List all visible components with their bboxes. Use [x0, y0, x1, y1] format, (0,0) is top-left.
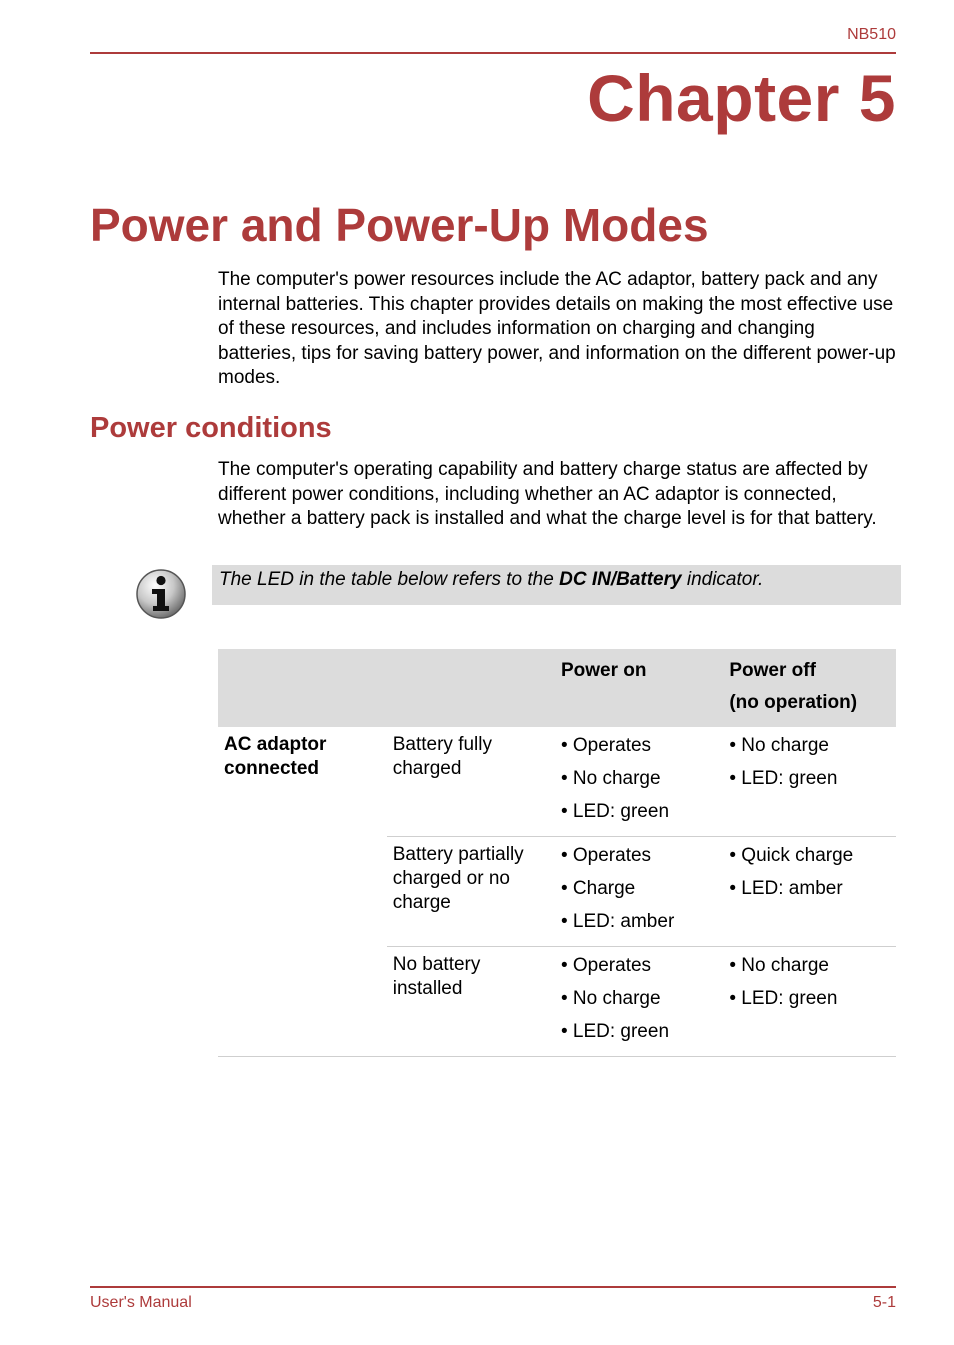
list-item: • LED: green: [560, 1021, 670, 1042]
condition-cell: Battery fully charged: [387, 727, 555, 837]
info-icon: [135, 568, 187, 620]
page-number: 5-1: [872, 1294, 896, 1311]
chapter-label: Chapter 5: [587, 61, 896, 135]
list-item: • LED: green: [729, 768, 838, 789]
list-item: • LED: amber: [560, 911, 675, 932]
note-text-before: The LED in the table below refers to the: [219, 569, 560, 590]
list-item: • No charge: [560, 768, 661, 789]
list-item: • LED: green: [560, 801, 670, 822]
table-row: [218, 727, 896, 837]
note-text-after: indicator.: [681, 569, 764, 590]
note-text-bold: DC IN/Battery: [559, 569, 682, 590]
power-on-cell: [555, 727, 723, 837]
footer-manual-label: User's Manual: [90, 1294, 192, 1311]
list-item: • LED: green: [729, 988, 838, 1009]
condition-cell: No battery installed: [387, 947, 555, 1057]
list-item: • Quick charge: [729, 845, 854, 866]
intro-paragraph: The computer's power resources include the AC adaptor, battery pack and any internal batteries. This chapter provides details on making the most effective use of these resources, and includes information on charging and changing batteries, tips for saving battery power, and information on the different power-up modes.: [218, 269, 896, 388]
power-off-cell: [723, 947, 896, 1057]
group-label: AC adaptor connected: [218, 727, 387, 1057]
list-item: • Operates: [560, 735, 652, 756]
list-item: • LED: amber: [729, 878, 843, 899]
list-item: • Charge: [560, 878, 636, 899]
header-rule: [90, 52, 896, 54]
list-item: • No charge: [560, 988, 661, 1009]
list-item: • Operates: [560, 955, 652, 976]
table-header-blank-2: [387, 649, 555, 727]
list-item: • No charge: [729, 735, 829, 756]
power-conditions-table: [218, 649, 896, 1057]
page-title: Power and Power-Up Modes: [90, 199, 709, 251]
power-off-cell: [723, 727, 896, 837]
table-header-power-off: [723, 649, 896, 727]
power-on-cell: [555, 837, 723, 947]
table-header-blank-1: [218, 649, 387, 727]
model-name: NB510: [847, 26, 896, 43]
power-off-cell: [723, 837, 896, 947]
footer-rule: [90, 1286, 896, 1288]
list-item: • No charge: [729, 955, 829, 976]
power-off-label: Power off: [729, 660, 816, 681]
table-header-power-on: Power on: [555, 649, 723, 727]
section-heading: Power conditions: [90, 412, 332, 444]
power-on-cell: [555, 947, 723, 1057]
table-header-row: [218, 649, 896, 727]
condition-cell: Battery partially charged or no charge: [387, 837, 555, 947]
note-box: [212, 565, 901, 605]
section-paragraph: The computer's operating capability and battery charge status are affected by different power conditions, including whether an AC adaptor is connected, whether a battery pack is installed and what the charge level is for that battery.: [218, 459, 877, 529]
power-off-sublabel: (no operation): [729, 692, 858, 713]
list-item: • Operates: [560, 845, 652, 866]
